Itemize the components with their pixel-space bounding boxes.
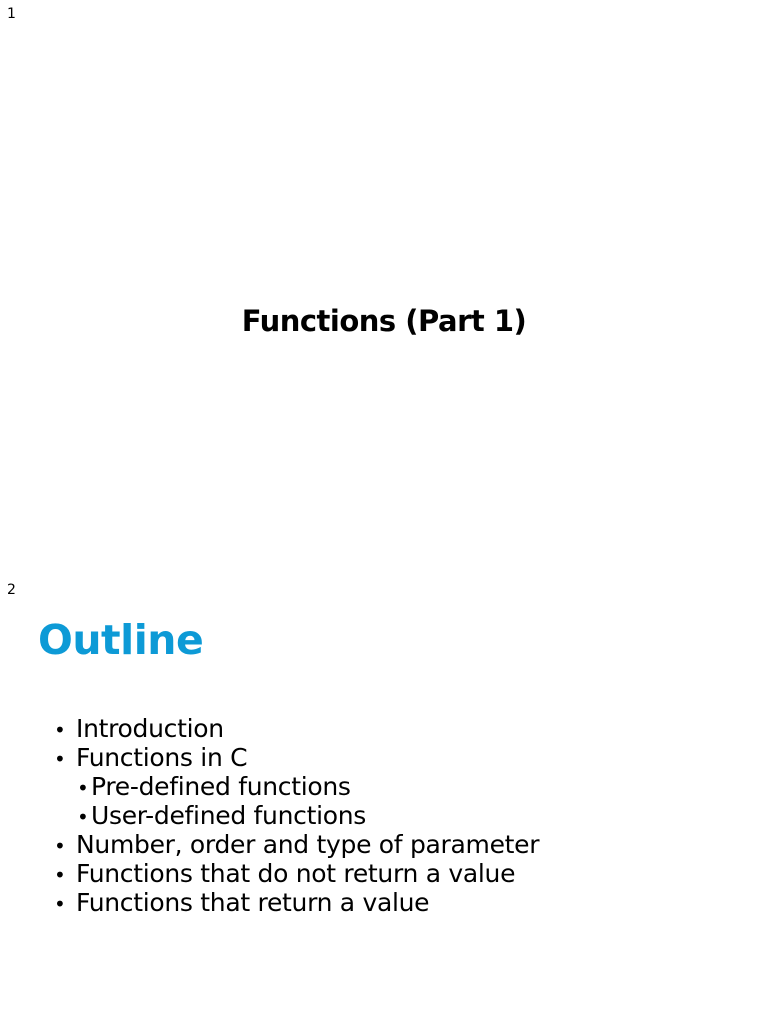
bullet-icon: •	[77, 805, 89, 829]
bullet-icon: •	[77, 776, 89, 800]
bullet-text: Introduction	[76, 714, 224, 743]
bullet-item	[54, 744, 539, 773]
bullet-item	[54, 715, 539, 744]
bullet-text: Functions in C	[76, 743, 248, 772]
bullet-text: User-defined functions	[91, 801, 366, 830]
bullet-text: Functions that return a value	[76, 888, 430, 917]
bullet-text: Pre-defined functions	[91, 772, 351, 801]
slide-number: 2	[7, 582, 16, 598]
bullet-item	[54, 889, 539, 918]
bullet-icon: •	[54, 863, 66, 887]
bullet-item	[54, 860, 539, 889]
sub-bullet-item	[54, 802, 539, 831]
bullet-icon: •	[54, 747, 66, 771]
sub-bullet-item	[54, 773, 539, 802]
outline-bullet-list	[54, 715, 539, 918]
bullet-icon: •	[54, 892, 66, 916]
slide-number: 1	[7, 6, 16, 22]
outline-title: Outline	[38, 616, 204, 664]
bullet-item	[54, 831, 539, 860]
slide-title: Functions (Part 1)	[241, 304, 527, 338]
bullet-icon: •	[54, 834, 66, 858]
bullet-icon: •	[54, 718, 66, 742]
slide-2	[0, 576, 768, 1024]
bullet-text: Number, order and type of parameter	[76, 830, 540, 859]
bullet-text: Functions that do not return a value	[76, 859, 516, 888]
